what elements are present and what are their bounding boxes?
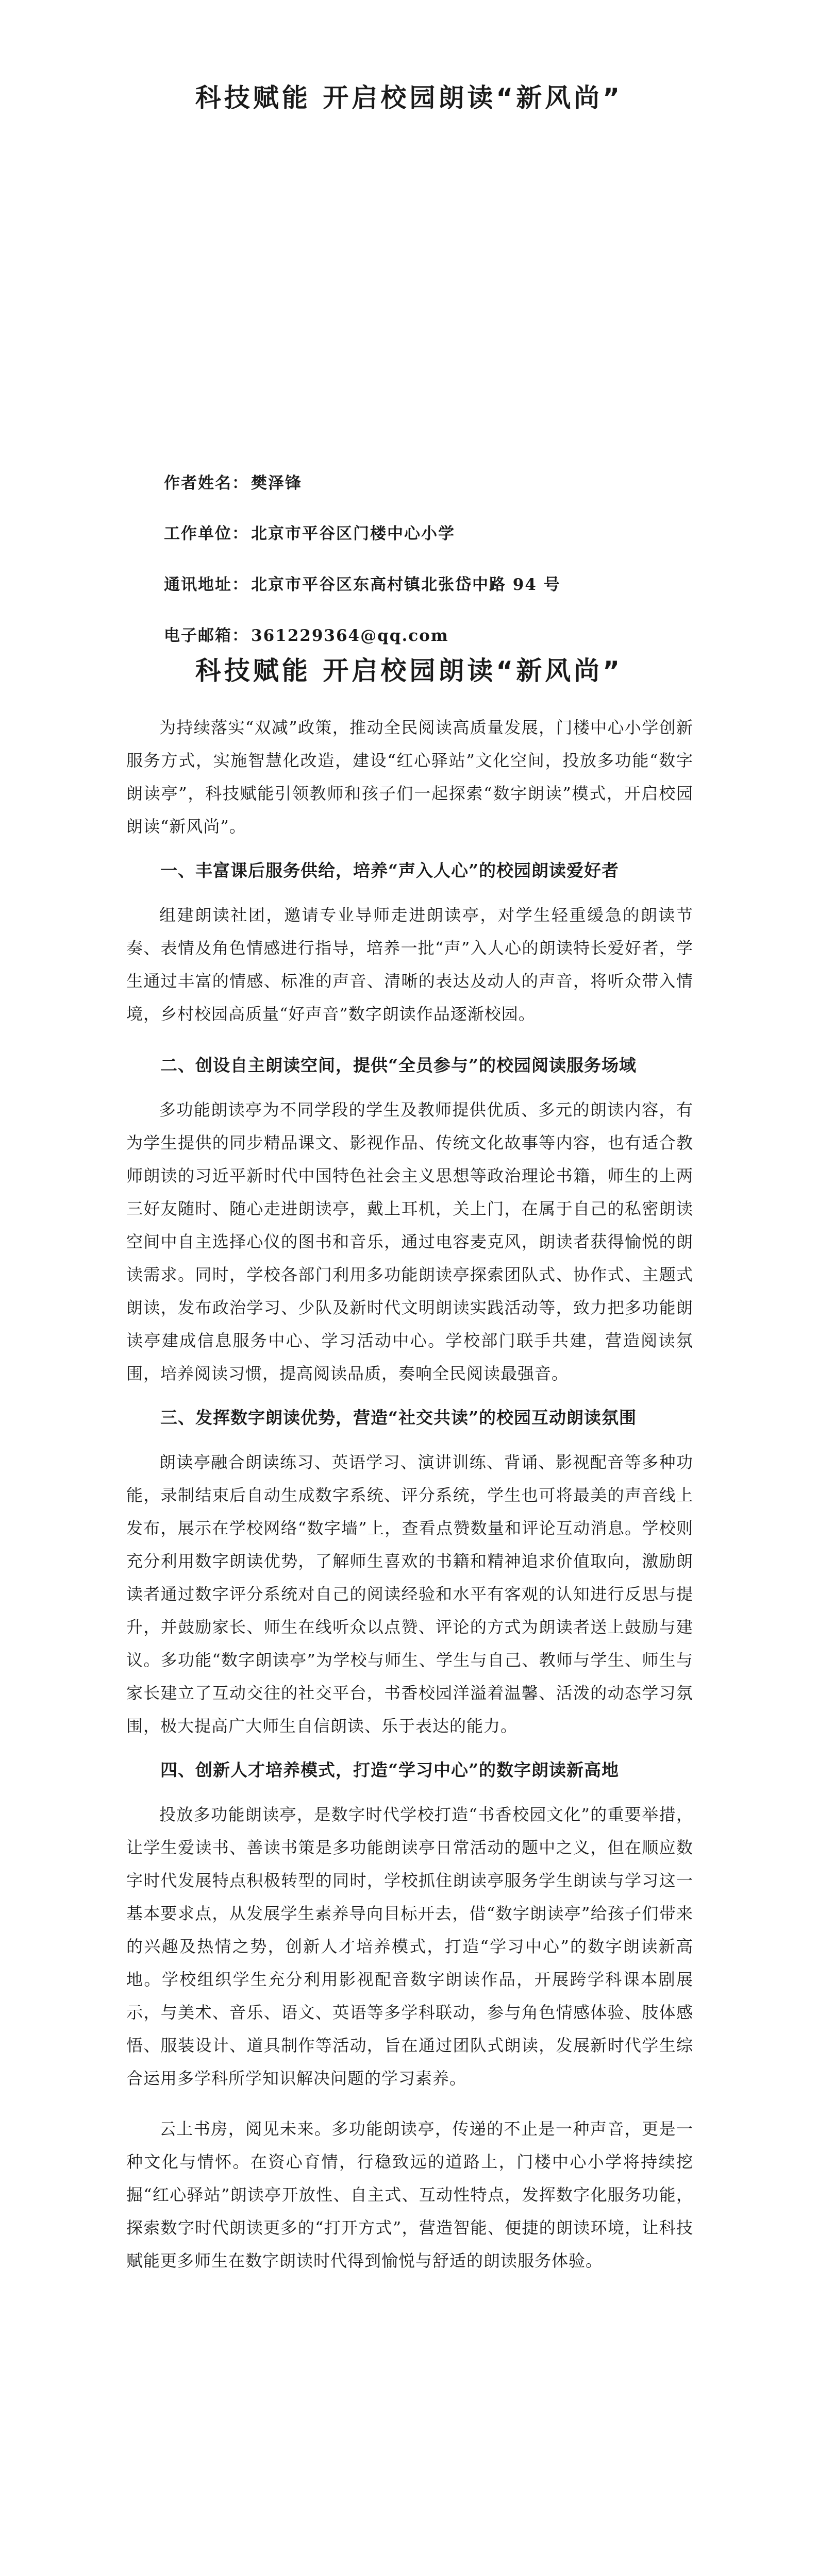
section-1-paragraph: 组建朗读社团，邀请专业导师走进朗读亭，对学生轻重缓急的朗读节奏、表情及角色情感进行指导，培养一批“声”入人心的朗读特长爱好者，学生通过丰富的情感、标准的声音、清晰的表达及动人的声音，将听众带入情境，乡村校园高质量“好声音”数字朗读作品逐渐校园。 — [126, 905, 693, 1024]
unit-line — [164, 520, 455, 544]
section-4-paragraph-1: 投放多功能朗读亭，是数字时代学校打造“书香校园文化”的重要举措，让学生爱读书、善读书策是多功能朗读亭日常活动的题中之义，但在顺应数字时代发展特点积极转型的同时，学校抓住朗读亭服务学生朗读与学习这一基本要求点，从发展学生素养导向目标开去，借“数字朗读亭”给孩子们带来的兴趣及热情之势，创新人才培养模式，打造“学习中心”的数字朗读新高地。学校组织学生充分利用影视配音数字朗读作品，开展跨学科课本剧展示，与美术、音乐、语文、英语等多学科联动，参与角色情感体验、肢体感悟、服装设计、道具制作等活动，旨在通过团队式朗读，发展新时代学生综合运用多学科所学知识解决问题的学习素养。 — [126, 1805, 693, 2088]
section-4-heading: 四、创新人才培养模式，打造“学习中心”的数字朗读新高地 — [160, 1760, 619, 1780]
author-label: 作者姓名： — [164, 474, 249, 493]
email-value: 361229364@qq.com — [251, 626, 449, 645]
email-line — [164, 622, 449, 646]
unit-value: 北京市平谷区门楼中心小学 — [251, 524, 455, 543]
section-4-paragraph-2: 云上书房，阅见未来。多功能朗读亭，传递的不止是一种声音，更是一种文化与情怀。在资心育情，行稳致远的道路上，门楼中心小学将持续挖掘“红心驿站”朗读亭开放性、自主式、互动性特点，发挥数字化服务功能，探索数字时代朗读更多的“打开方式”，营造智能、便捷的朗读环境，让科技赋能更多师生在数字朗读时代得到愉悦与舒适的朗读服务体验。 — [126, 2119, 693, 2270]
article-body — [126, 711, 693, 2277]
article-title: 科技赋能 开启校园朗读“新风尚” — [195, 656, 623, 686]
section-3-paragraph: 朗读亭融合朗读练习、英语学习、演讲训练、背诵、影视配音等多种功能，录制结束后自动生成数字系统、评分系统，学生也可将最美的声音线上发布，展示在学校网络“数字墙”上，查看点赞数量和评论互动消息。学校则充分利用数字朗读优势，了解师生喜欢的书籍和精神追求价值取向，激励朗读者通过数字评分系统对自己的阅读经验和水平有客观的认知进行反思与提升，并鼓励家长、师生在线听众以点赞、评论的方式为朗读者送上鼓励与建议。多功能“数字朗读亭”为学校与师生、学生与自己、教师与学生、师生与家长建立了互动交往的社交平台，书香校园洋溢着温馨、活泼的动态学习氛围，极大提高广大师生自信朗读、乐于表达的能力。 — [126, 1452, 693, 1736]
author-line — [164, 470, 302, 493]
address-line — [164, 571, 561, 595]
intro-paragraph: 为持续落实“双减”政策，推动全民阅读高质量发展，门楼中心小学创新服务方式，实施智慧化改造，建设“红心驿站”文化空间，投放多功能“数字朗读亭”，科技赋能引领教师和孩子们一起探索“数字朗读”模式，开启校园朗读“新风尚”。 — [126, 718, 693, 836]
section-2-paragraph: 多功能朗读亭为不同学段的学生及教师提供优质、多元的朗读内容，有为学生提供的同步精品课文、影视作品、传统文化故事等内容，也有适合教师朗读的习近平新时代中国特色社会主义思想等政治理论书籍，师生的上两三好友随时、随心走进朗读亭，戴上耳机，关上门，在属于自己的私密朗读空间中自主选择心仪的图书和音乐，通过电容麦克风，朗读者获得愉悦的朗读需求。同时，学校各部门利用多功能朗读亭探索团队式、协作式、主题式朗读，发布政治学习、少队及新时代文明朗读实践活动等，致力把多功能朗读亭建成信息服务中心、学习活动中心。学校部门联手共建，营造阅读氛围，培养阅读习惯，提高阅读品质，奏响全民阅读最强音。 — [126, 1100, 693, 1383]
section-2-heading: 二、创设自主朗读空间，提供“全员参与”的校园阅读服务场域 — [160, 1055, 637, 1075]
email-label: 电子邮箱： — [164, 626, 249, 645]
section-3-heading: 三、发挥数字朗读优势，营造“社交共读”的校园互动朗读氛围 — [160, 1408, 637, 1428]
cover-title: 科技赋能 开启校园朗读“新风尚” — [195, 83, 623, 113]
author-value: 樊泽锋 — [251, 474, 302, 493]
section-1-heading: 一、丰富课后服务供给，培养“声入人心”的校园朗读爱好者 — [160, 860, 619, 880]
address-value: 北京市平谷区东高村镇北张岱中路 94 号 — [251, 575, 561, 594]
unit-label: 工作单位： — [164, 524, 249, 543]
address-label: 通讯地址： — [164, 575, 249, 594]
